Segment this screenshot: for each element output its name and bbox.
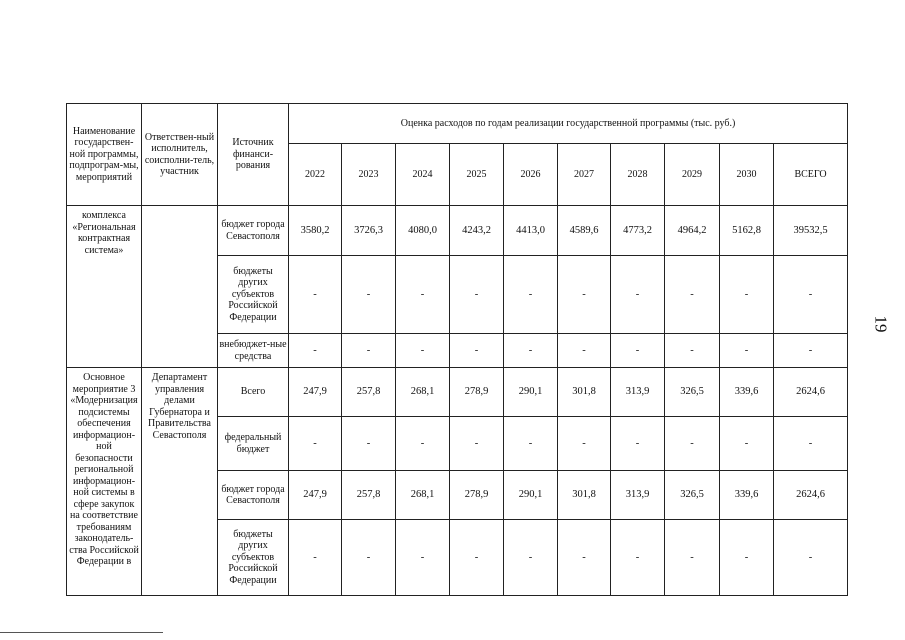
value-cell: - bbox=[665, 256, 720, 334]
value-cell: 257,8 bbox=[342, 368, 396, 417]
header-year: 2029 bbox=[665, 144, 720, 206]
executor-cell bbox=[142, 206, 218, 368]
program-name-cell: комплекса «Региональная контрактная система» bbox=[67, 206, 142, 368]
value-cell: - bbox=[665, 417, 720, 471]
value-cell: 247,9 bbox=[289, 471, 342, 520]
total-cell: 39532,5 bbox=[774, 206, 848, 256]
value-cell: 4964,2 bbox=[665, 206, 720, 256]
value-cell: 5162,8 bbox=[720, 206, 774, 256]
value-cell: 301,8 bbox=[558, 471, 611, 520]
value-cell: 268,1 bbox=[396, 471, 450, 520]
program-name-cell: Основное мероприятие 3 «Модернизация подсистемы обеспечения информацион-ной безопасности региональной информацион-ной системы в сфере закупок на соответствие требованиям законодатель-ства Российской Федерации в bbox=[67, 368, 142, 596]
header-year: 2027 bbox=[558, 144, 611, 206]
value-cell: 268,1 bbox=[396, 368, 450, 417]
value-cell: - bbox=[342, 334, 396, 368]
footer-rule bbox=[0, 632, 163, 633]
value-cell: 4773,2 bbox=[611, 206, 665, 256]
source-cell: бюджеты других субъектов Российской Федерации bbox=[218, 256, 289, 334]
value-cell: - bbox=[289, 417, 342, 471]
header-year: 2023 bbox=[342, 144, 396, 206]
value-cell: - bbox=[342, 256, 396, 334]
value-cell: - bbox=[289, 520, 342, 596]
total-cell: - bbox=[774, 334, 848, 368]
value-cell: - bbox=[558, 256, 611, 334]
value-cell: 301,8 bbox=[558, 368, 611, 417]
value-cell: 278,9 bbox=[450, 471, 504, 520]
value-cell: - bbox=[558, 417, 611, 471]
value-cell: 3580,2 bbox=[289, 206, 342, 256]
value-cell: 313,9 bbox=[611, 471, 665, 520]
total-cell: - bbox=[774, 520, 848, 596]
total-cell: 2624,6 bbox=[774, 471, 848, 520]
value-cell: - bbox=[611, 520, 665, 596]
value-cell: 313,9 bbox=[611, 368, 665, 417]
header-source: Источник финанси-рования bbox=[218, 104, 289, 206]
value-cell: 4589,6 bbox=[558, 206, 611, 256]
value-cell: - bbox=[504, 256, 558, 334]
value-cell: - bbox=[720, 520, 774, 596]
total-cell: - bbox=[774, 256, 848, 334]
source-cell: бюджеты других субъектов Российской Федерации bbox=[218, 520, 289, 596]
value-cell: 278,9 bbox=[450, 368, 504, 417]
value-cell: 4243,2 bbox=[450, 206, 504, 256]
value-cell: - bbox=[396, 256, 450, 334]
value-cell: - bbox=[665, 334, 720, 368]
value-cell: 247,9 bbox=[289, 368, 342, 417]
header-year: 2022 bbox=[289, 144, 342, 206]
table-row bbox=[67, 368, 848, 417]
value-cell: - bbox=[558, 334, 611, 368]
value-cell: - bbox=[720, 417, 774, 471]
source-cell: бюджет города Севастополя bbox=[218, 471, 289, 520]
value-cell: - bbox=[342, 417, 396, 471]
header-executor: Ответствен-ный исполнитель, соисполни-тель, участник bbox=[142, 104, 218, 206]
expenditure-table bbox=[66, 103, 848, 596]
value-cell: - bbox=[342, 520, 396, 596]
value-cell: - bbox=[450, 520, 504, 596]
value-cell: - bbox=[504, 520, 558, 596]
source-cell: Всего bbox=[218, 368, 289, 417]
source-cell: внебюджет-ные средства bbox=[218, 334, 289, 368]
value-cell: 326,5 bbox=[665, 368, 720, 417]
value-cell: - bbox=[396, 334, 450, 368]
table-row bbox=[67, 206, 848, 256]
value-cell: 4080,0 bbox=[396, 206, 450, 256]
page-number: 19 bbox=[871, 315, 891, 333]
value-cell: 339,6 bbox=[720, 471, 774, 520]
value-cell: - bbox=[289, 256, 342, 334]
value-cell: - bbox=[611, 334, 665, 368]
value-cell: - bbox=[611, 417, 665, 471]
header-estimate: Оценка расходов по годам реализации государственной программы (тыс. руб.) bbox=[289, 104, 848, 144]
header-year: 2030 bbox=[720, 144, 774, 206]
executor-cell: Департамент управления делами Губернатора и Правительства Севастополя bbox=[142, 368, 218, 596]
header-total: ВСЕГО bbox=[774, 144, 848, 206]
value-cell: 3726,3 bbox=[342, 206, 396, 256]
source-cell: федеральный бюджет bbox=[218, 417, 289, 471]
value-cell: - bbox=[450, 334, 504, 368]
header-year: 2025 bbox=[450, 144, 504, 206]
value-cell: 326,5 bbox=[665, 471, 720, 520]
value-cell: - bbox=[396, 417, 450, 471]
total-cell: - bbox=[774, 417, 848, 471]
value-cell: - bbox=[720, 334, 774, 368]
source-cell: бюджет города Севастополя bbox=[218, 206, 289, 256]
value-cell: 257,8 bbox=[342, 471, 396, 520]
value-cell: 290,1 bbox=[504, 368, 558, 417]
value-cell: - bbox=[396, 520, 450, 596]
value-cell: - bbox=[504, 417, 558, 471]
value-cell: - bbox=[450, 256, 504, 334]
value-cell: - bbox=[558, 520, 611, 596]
header-year: 2024 bbox=[396, 144, 450, 206]
header-year: 2026 bbox=[504, 144, 558, 206]
header-program-name: Наименование государствен-ной программы, подпрограм-мы, мероприятий bbox=[67, 104, 142, 206]
value-cell: - bbox=[504, 334, 558, 368]
value-cell: - bbox=[611, 256, 665, 334]
value-cell: 339,6 bbox=[720, 368, 774, 417]
value-cell: - bbox=[720, 256, 774, 334]
value-cell: - bbox=[450, 417, 504, 471]
header-year: 2028 bbox=[611, 144, 665, 206]
value-cell: 4413,0 bbox=[504, 206, 558, 256]
total-cell: 2624,6 bbox=[774, 368, 848, 417]
value-cell: - bbox=[289, 334, 342, 368]
value-cell: - bbox=[665, 520, 720, 596]
value-cell: 290,1 bbox=[504, 471, 558, 520]
